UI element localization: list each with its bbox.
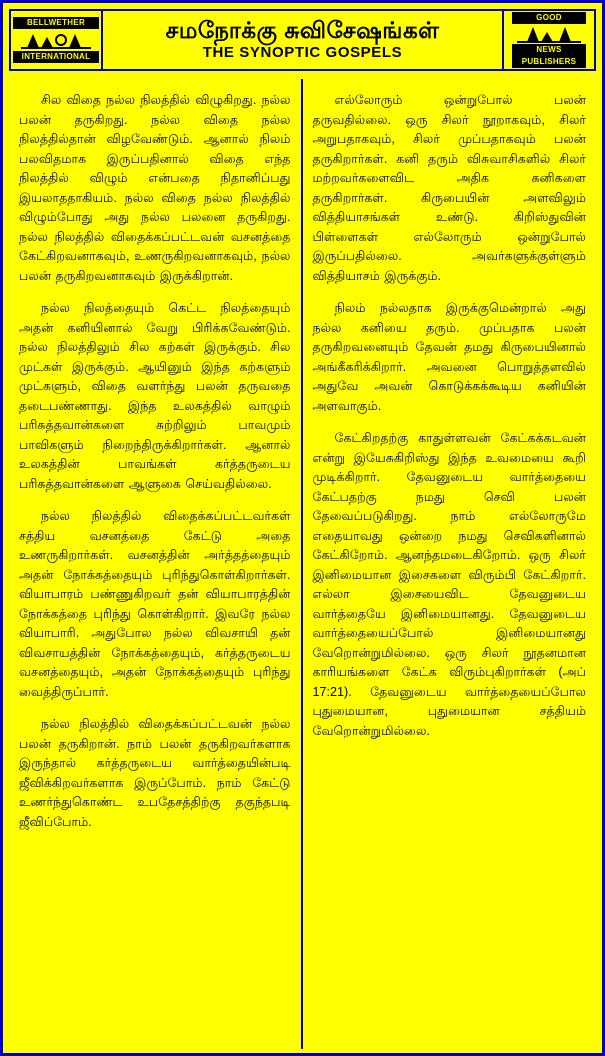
good-news-publishers-logo (502, 11, 594, 69)
good-news-bottom-band: PUBLISHERS (512, 56, 586, 68)
page-title-english: THE SYNOPTIC GOSPELS (202, 44, 403, 61)
document-title-block (103, 11, 502, 69)
bellwether-emblem-icon (21, 29, 91, 51)
page-title-tamil: சமநோக்கு சுவிசேஷங்கள் (165, 17, 440, 43)
paragraph: நிலம் நல்லதாக இருக்குமென்றால் அது நல்ல கனியை தரும். முப்பதாக பலன் தருகிறவனையும் தேவன் தமது கிருபையினால் அங்கீகரிக்கிறார். அவனை பொறுத்தளவில் அதுவே அவன் கொடுக்கக்கூடிய கனியின் அளவாகும். (312, 301, 586, 413)
paragraph: நல்ல நிலத்தில் விதைக்கப்பட்டவர்கள் சத்திய வசனத்தை கேட்டு அதை உணருகிறார்கள். வசனத்தின் அர்த்தத்தையும் அதன் நோக்கத்தையும் புரிந்துகொள்கிறார்கள். வியாபாரம் பண்ணுகிறவர் தன் வியாபாரத்தின் நோக்கத்தை புரிந்து கொள்கிறார். இவரே நல்ல வியாபாரி. அதுபோல நல்ல விவசாயி தன் விவசாயத்தின் நோக்கத்தையும், கர்த்தருடைய வசனத்தையும், அதன் நோக்கத்தையும் புரிந்து வைத்திருப்பார். (19, 509, 291, 699)
right-text-column (303, 79, 597, 1049)
good-news-mid-band: NEWS (512, 44, 586, 56)
left-text-column (9, 79, 303, 1049)
article-body (9, 79, 596, 1049)
bellwether-top-band: BELLWETHER (13, 17, 99, 29)
bellwether-bottom-band: INTERNATIONAL (13, 51, 99, 63)
bellwether-international-logo (11, 11, 103, 69)
paragraph: நல்ல நிலத்தில் விதைக்கப்பட்டவன் நல்ல பலன் தருகிறான். நாம் பலன் தருகிறவர்களாக இருந்தால் கர்த்தருடைய வார்த்தையின்படி ஜீவிக்கிறவர்களாக இருப்போம். நாம் கேட்டு உணர்ந்துகொண்ட உபதேசத்திற்கு தகுந்தபடி ஜீவிப்போம். (19, 717, 291, 829)
good-news-top-band: GOOD (512, 12, 586, 24)
paragraph: சில விதை நல்ல நிலத்தில் விழுகிறது. நல்ல பலன் தருகிறது. நல்ல விதை நல்ல நிலத்தில்தான் விழவேண்டும். ஆனால் நிலம் பலவிதமாக இருப்பதினால் விதை எந்த நிலத்தில் விழும் என்பதை நிதானிப்பது இயலாததாகியம். நல்ல விதை நல்ல நிலத்தில் விழும்போது அது நல்ல பலனை தருகிறது. நல்ல நிலத்தில் விதைக்கப்பட்டவன் வசனத்தை கேட்கிறவனாகவும், உணருகிறவனாகவும், நல்ல பலன் தருகிறவனாகவும் இருக்கிறான். (19, 93, 291, 283)
good-news-emblem-icon (517, 24, 581, 44)
paragraph: நல்ல நிலத்தையும் கெட்ட நிலத்தையும் அதன் கனியினால் வேறு பிரிக்கவேண்டும். நல்ல நிலத்திலும் சில கற்கள் இருக்கும். சில முட்கள் இருக்கும். ஆயினும் இந்த கற்களும் முட்களும், விதை வளர்ந்து பலன் தருவதை தடைபண்ணாது. இந்த உலகத்தில் வாழும் பரிசுத்தவான்களை சுற்றிலும் பாவமும் பாவிகளும் நிறைந்திருக்கிறார்கள். ஆனால் உலகத்தின் பாவங்கள் கர்த்தருடைய பரிசுத்தவான்களை ஆளுகை செய்வதில்லை. (19, 301, 291, 491)
paragraph: கேட்கிறதற்கு காதுள்ளவன் கேட்கக்கடவன் என்று இயேசுகிறிஸ்து இந்த உவமையை கூறி முடிக்கிறார். தேவனுடைய வார்த்தையை கேட்பதற்கு நமது செவி பலன் தேவைப்படுகிறது. நாம் எல்லோருமே எதையாவது ஒன்றை நமது செவிகளினால் கேட்கிறோம். ஆனந்தமடைகிறோம். ஒரு சிலர் இனிமையான இசைகளை விரும்பி கேட்கிறார். எல்லா இசையைவிட தேவனுடைய வார்த்தையே இனிமையானது. தேவனுடைய வார்த்தையைப்போல் இனிமையானது வேறொன்றுமில்லை. ஒரு சிலர் நூதனமான காரியங்களை கேட்க விரும்புகிறார்கள் (அப் 17:21). தேவனுடைய வார்த்தையைப்போல புதுமையான, புதுமையான சத்தியம் வேறொன்றுமில்லை. (312, 431, 586, 738)
paragraph: எல்லோரும் ஒன்றுபோல் பலன் தருவதில்லை. ஒரு சிலர் நூறாகவும், சிலர் அறுபதாகவும், சிலர் முப்பதாகவும் பலன் தருகிறார்கள். கனி தரும் விசுவாசிகளில் சிலர் மற்றவர்களைவிட அதிக கனிகளை தருகிறார்கள். கிருபையின் அளவிலும் வித்தியாசங்கள் உண்டு. கிறிஸ்துவின் பிள்ளைகள் எல்லோரும் ஒன்றுபோல் இருப்பதில்லை. அவர்களுக்குள்ளும் வித்தியாசம் இருக்கும். (312, 93, 586, 283)
document-header (9, 9, 596, 71)
